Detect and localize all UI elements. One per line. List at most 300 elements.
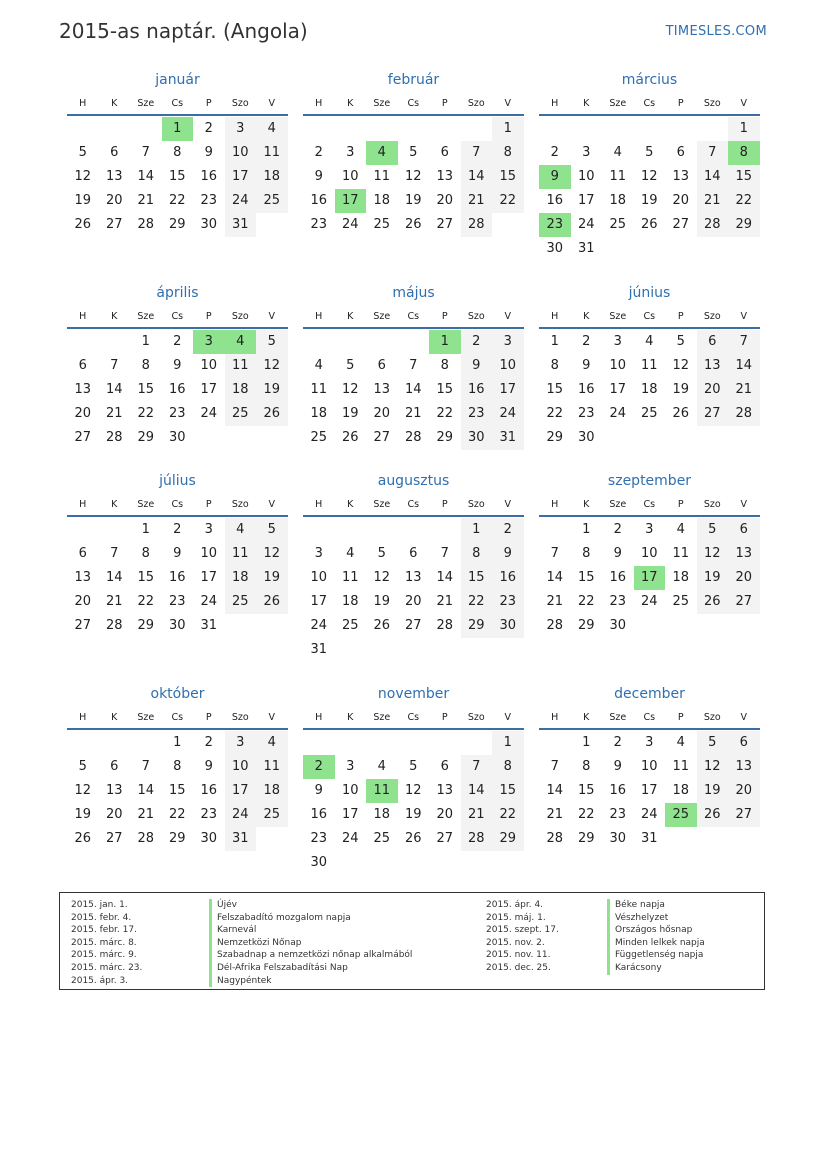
week-row [303,402,524,426]
day-cell: 29 [137,430,155,445]
empty-cell [335,518,367,542]
day-cell: 8 [550,358,559,373]
day-cell: 20 [728,779,760,803]
week-row [303,165,524,189]
empty-cell [429,638,461,662]
week-row [303,189,524,213]
day-cell: 25 [310,430,328,445]
day-cell: 26 [640,217,658,232]
day-cell: 11 [373,169,391,184]
empty-cell [634,426,666,450]
day-cell: 18 [225,566,257,590]
day-cell: 12 [404,169,422,184]
weekday-label: V [268,712,275,723]
week-row [303,426,524,450]
empty-cell [398,731,430,755]
day-cell: 23 [461,402,493,426]
day-cell: 26 [672,406,690,421]
day-cell: 19 [672,382,690,397]
legend-date: 2015. ápr. 4. [486,900,544,910]
day-cell: 26 [74,217,92,232]
empty-cell [539,731,571,755]
day-cell: 1 [492,117,524,141]
day-cell: 5 [409,145,418,160]
week-row [303,827,524,851]
weekday-label: Cs [171,311,184,322]
week-row [303,803,524,827]
day-cell: 16 [310,193,328,208]
week-row [539,755,760,779]
legend-holiday-name: Béke napja [607,899,705,912]
weekday-label: Sze [373,311,391,322]
day-cell: 15 [137,382,155,397]
empty-cell [461,731,493,755]
day-cell: 10 [200,358,218,373]
weekday-label: V [268,311,275,322]
week-row [303,378,524,402]
day-cell: 30 [609,831,627,846]
weekday-label: Szo [231,98,249,109]
weekday-header [303,710,524,730]
empty-cell [398,851,430,875]
day-cell: 9 [492,542,524,566]
week-row [303,638,524,662]
day-cell: 14 [137,783,155,798]
empty-cell [303,731,335,755]
empty-cell [728,426,760,450]
day-cell: 28 [546,831,564,846]
day-cell: 18 [310,406,328,421]
day-cell: 26 [404,831,422,846]
day-cell: 12 [373,570,391,585]
day-cell: 6 [409,546,418,561]
day-cell: 13 [697,354,729,378]
day-cell: 26 [697,803,729,827]
empty-cell [728,614,760,638]
day-cell: 26 [697,590,729,614]
day-cell: 6 [728,731,760,755]
legend-right-dates [486,899,559,975]
day-cell: 6 [440,145,449,160]
empty-cell [398,330,430,354]
week-row [539,378,760,402]
day-cell: 4 [346,546,355,561]
day-cell: 12 [404,783,422,798]
day-cell: 20 [105,193,123,208]
day-cell: 29 [168,217,186,232]
weekday-label: H [315,499,323,510]
weekday-label: V [268,499,275,510]
day-cell: 22 [168,807,186,822]
day-cell: 11 [310,382,328,397]
day-cell: 22 [168,193,186,208]
day-cell: 13 [404,570,422,585]
weekday-label: Cs [407,499,420,510]
day-cell: 17 [200,382,218,397]
day-cell: 1 [582,735,591,750]
legend-date: 2015. ápr. 3. [71,975,129,986]
day-cell: 6 [110,145,119,160]
legend-holiday-name: Országos hősnap [607,924,705,937]
legend-date: 2015. nov. 11. [486,950,551,961]
month-name: április [156,285,199,301]
week-row [303,590,524,614]
day-cell: 2 [204,735,213,750]
weekday-header [539,710,760,730]
day-cell: 17 [225,165,257,189]
day-cell: 9 [461,354,493,378]
month-name: november [377,686,450,702]
day-cell: 22 [546,406,564,421]
day-cell: 24 [492,402,524,426]
day-cell: 13 [105,169,123,184]
empty-cell [697,237,729,261]
day-cell: 17 [492,378,524,402]
day-cell: 25 [373,831,391,846]
week-row [303,542,524,566]
holiday-day-cell: 23 [539,213,571,237]
day-cell: 18 [256,165,288,189]
legend-date: 2015. márc. 8. [71,937,137,948]
day-cell: 10 [225,755,257,779]
weekday-label: Szo [467,98,485,109]
legend-holiday-name: Nagypéntek [209,975,412,988]
empty-cell [366,731,398,755]
day-cell: 18 [256,779,288,803]
week-row [539,189,760,213]
month-block [67,684,288,851]
empty-cell [366,638,398,662]
day-cell: 29 [577,831,595,846]
day-cell: 23 [168,594,186,609]
day-cell: 14 [404,382,422,397]
day-cell: 27 [373,430,391,445]
weekday-label: Szo [467,311,485,322]
month-block [539,283,760,450]
day-cell: 24 [577,217,595,232]
day-cell: 24 [200,406,218,421]
day-cell: 23 [492,590,524,614]
week-row [303,851,524,875]
day-cell: 14 [728,354,760,378]
week-row [303,779,524,803]
day-cell: 18 [672,570,690,585]
empty-cell [335,638,367,662]
day-cell: 5 [78,759,87,774]
day-cell: 10 [310,570,328,585]
day-cell: 4 [377,759,386,774]
day-cell: 18 [373,807,391,822]
day-cell: 13 [74,570,92,585]
weekday-label: K [111,311,118,322]
day-cell: 5 [697,731,729,755]
day-cell: 16 [546,193,564,208]
empty-cell [602,237,634,261]
weekday-label: H [315,311,323,322]
day-cell: 27 [697,402,729,426]
weekday-label: V [740,98,747,109]
day-cell: 13 [436,783,454,798]
day-cell: 27 [728,590,760,614]
day-cell: 27 [436,217,454,232]
day-cell: 14 [137,169,155,184]
week-row [539,354,760,378]
day-cell: 4 [676,735,685,750]
day-cell: 29 [137,618,155,633]
day-cell: 6 [440,759,449,774]
weekday-label: Sze [137,712,155,723]
day-cell: 18 [225,378,257,402]
day-cell: 25 [341,618,359,633]
day-cell: 5 [256,330,288,354]
day-cell: 21 [728,378,760,402]
day-cell: 16 [492,566,524,590]
weekday-label: H [315,712,323,723]
day-cell: 20 [404,594,422,609]
day-cell: 5 [697,518,729,542]
day-cell: 12 [256,542,288,566]
day-cell: 1 [492,731,524,755]
weekday-label: Cs [407,311,420,322]
day-cell: 14 [546,783,564,798]
weekday-label: Szo [467,499,485,510]
day-cell: 10 [609,358,627,373]
day-cell: 24 [225,189,257,213]
week-row [67,731,288,755]
day-cell: 31 [225,213,257,237]
empty-cell [634,614,666,638]
day-cell: 12 [74,783,92,798]
week-row [303,614,524,638]
weekday-label: Sze [609,311,627,322]
day-cell: 3 [346,759,355,774]
day-cell: 28 [404,430,422,445]
legend-date: 2015. márc. 9. [71,950,137,961]
day-cell: 14 [697,165,729,189]
week-row [539,165,760,189]
day-cell: 2 [613,522,622,537]
day-cell: 24 [640,594,658,609]
day-cell: 21 [461,803,493,827]
empty-cell [335,731,367,755]
day-cell: 21 [436,594,454,609]
weekday-label: K [347,98,354,109]
day-cell: 6 [110,759,119,774]
week-row [303,213,524,237]
site-logo[interactable]: TIMESLES.COM [665,24,767,39]
holiday-day-cell: 3 [193,330,225,354]
day-cell: 23 [609,594,627,609]
weekday-label: Sze [137,98,155,109]
legend-holiday-name: Függetlenség napja [607,949,705,962]
day-cell: 31 [310,642,328,657]
legend-left-names [209,899,412,987]
empty-cell [665,614,697,638]
day-cell: 29 [546,430,564,445]
day-cell: 31 [492,426,524,450]
month-name: július [159,473,196,489]
day-cell: 2 [613,735,622,750]
day-cell: 2 [461,330,493,354]
day-cell: 10 [640,546,658,561]
empty-cell [130,731,162,755]
day-cell: 28 [137,831,155,846]
day-cell: 17 [310,594,328,609]
weekday-label: Cs [407,712,420,723]
week-row [303,755,524,779]
legend-holiday-name: Dél-Afrika Felszabadítási Nap [209,962,412,975]
day-cell: 25 [225,402,257,426]
day-cell: 3 [645,735,654,750]
day-cell: 19 [404,807,422,822]
day-cell: 30 [200,831,218,846]
day-cell: 29 [577,618,595,633]
week-row [303,518,524,542]
month-name: május [392,285,435,301]
empty-cell [99,117,131,141]
day-cell: 3 [225,731,257,755]
day-cell: 15 [168,783,186,798]
day-cell: 9 [204,145,213,160]
day-cell: 26 [373,618,391,633]
weekday-header [303,497,524,517]
holiday-day-cell: 1 [429,330,461,354]
day-cell: 16 [577,382,595,397]
day-cell: 26 [74,831,92,846]
day-cell: 22 [577,594,595,609]
holiday-legend [59,892,765,990]
month-block [67,471,288,638]
weekday-label: Sze [137,499,155,510]
weekday-label: K [583,499,590,510]
day-cell: 8 [141,358,150,373]
week-row [67,189,288,213]
day-cell: 24 [310,618,328,633]
day-cell: 4 [314,358,323,373]
empty-cell [303,117,335,141]
day-cell: 25 [672,594,690,609]
day-cell: 23 [310,217,328,232]
day-cell: 28 [137,217,155,232]
day-cell: 7 [141,145,150,160]
day-cell: 11 [672,546,690,561]
month-block [539,471,760,638]
empty-cell [193,426,225,450]
day-cell: 19 [373,594,391,609]
day-cell: 10 [640,759,658,774]
day-cell: 20 [74,594,92,609]
weekday-label: P [205,98,212,109]
empty-cell [539,518,571,542]
day-cell: 28 [105,430,123,445]
month-name: január [155,72,200,88]
holiday-day-cell: 4 [366,141,398,165]
day-cell: 2 [582,334,591,349]
day-cell: 22 [728,189,760,213]
weekday-header [303,309,524,329]
day-cell: 27 [105,217,123,232]
day-cell: 19 [256,378,288,402]
day-cell: 3 [225,117,257,141]
day-cell: 3 [645,522,654,537]
day-cell: 6 [697,330,729,354]
empty-cell [665,117,697,141]
day-cell: 30 [168,618,186,633]
day-cell: 18 [341,594,359,609]
day-cell: 3 [613,334,622,349]
day-cell: 13 [728,542,760,566]
day-cell: 21 [546,594,564,609]
weekday-label: K [111,98,118,109]
day-cell: 4 [676,522,685,537]
month-name: december [614,686,685,702]
legend-date: 2015. dec. 25. [486,962,551,973]
day-cell: 27 [105,831,123,846]
empty-cell [303,330,335,354]
day-cell: 6 [78,358,87,373]
empty-cell [665,426,697,450]
day-cell: 20 [74,406,92,421]
day-cell: 15 [577,783,595,798]
day-cell: 20 [728,566,760,590]
weekday-label: Sze [609,712,627,723]
day-cell: 1 [141,522,150,537]
day-cell: 11 [609,169,627,184]
day-cell: 21 [404,406,422,421]
day-cell: 11 [256,755,288,779]
empty-cell [429,117,461,141]
weekday-label: Sze [609,98,627,109]
day-cell: 24 [609,406,627,421]
day-cell: 11 [341,570,359,585]
day-cell: 24 [640,807,658,822]
week-row [67,779,288,803]
empty-cell [335,851,367,875]
week-row [67,803,288,827]
weekday-label: Cs [407,98,420,109]
empty-cell [366,518,398,542]
day-cell: 7 [461,755,493,779]
day-cell: 10 [200,546,218,561]
holiday-day-cell: 11 [366,779,398,803]
day-cell: 6 [728,518,760,542]
day-cell: 20 [436,193,454,208]
empty-cell [429,851,461,875]
day-cell: 7 [110,358,119,373]
weekday-label: Cs [171,712,184,723]
day-cell: 24 [341,217,359,232]
weekday-label: P [205,712,212,723]
day-cell: 26 [341,430,359,445]
day-cell: 12 [672,358,690,373]
weekday-label: Szo [231,311,249,322]
day-cell: 2 [173,522,182,537]
weekday-label: H [315,98,323,109]
empty-cell [67,731,99,755]
week-row [303,330,524,354]
day-cell: 8 [173,145,182,160]
day-cell: 6 [78,546,87,561]
weekday-header [539,309,760,329]
day-cell: 16 [200,783,218,798]
day-cell: 19 [74,807,92,822]
empty-cell [303,518,335,542]
legend-holiday-name: Szabadnap a nemzetközi nőnap alkalmából [209,949,412,962]
weekday-header [539,497,760,517]
empty-cell [697,827,729,851]
day-cell: 7 [550,546,559,561]
day-cell: 30 [577,430,595,445]
